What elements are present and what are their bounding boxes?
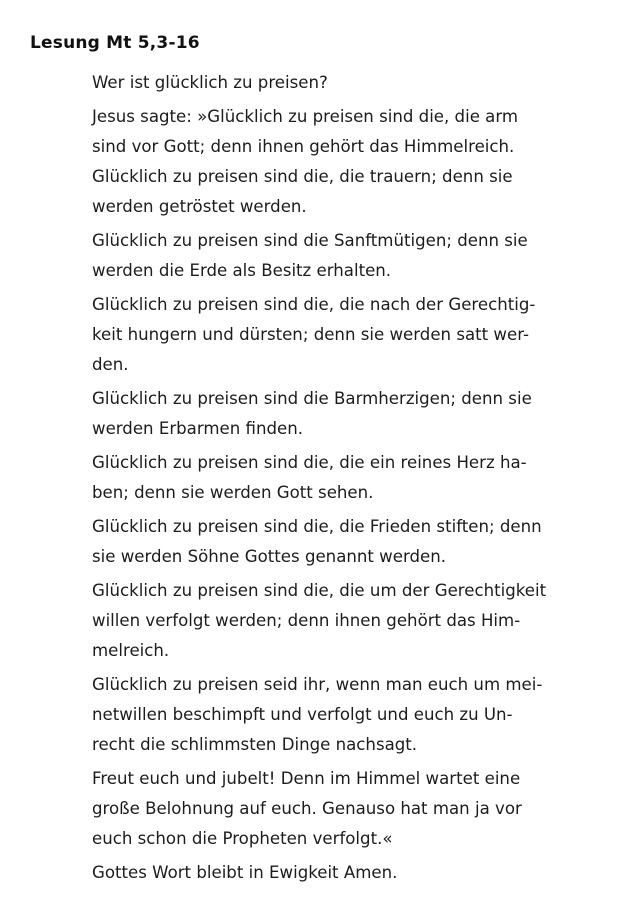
text-line: Glücklich zu preisen sind die, die trauern; denn sie [92,167,513,186]
text-line: euch schon die Propheten verfolgt.« [92,829,393,848]
text-line: Glücklich zu preisen sind die Barmherzigen; denn sie [92,389,532,408]
text-line: Glücklich zu preisen sind die, die Frieden stiften; denn [92,517,542,536]
paragraph [92,576,620,666]
text-line: Glücklich zu preisen sind die, die ein reines Herz ha- [92,453,527,472]
paragraph [92,384,620,444]
text-line: melreich. [92,641,170,660]
text-line: Glücklich zu preisen sind die, die nach der Gerechtig- [92,295,536,314]
text-line: Gottes Wort bleibt in Ewigkeit Amen. [92,863,398,882]
text-line: sie werden Söhne Gottes genannt werden. [92,547,447,566]
text-line: Jesus sagte: »Glücklich zu preisen sind die, die arm [92,107,519,126]
text-line: den. [92,355,129,374]
text-line: werden getröstet werden. [92,197,307,216]
text-line: Glücklich zu preisen seid ihr, wenn man euch um mei- [92,675,543,694]
paragraph [92,764,620,854]
text-line: Freut euch und jubelt! Denn im Himmel wartet eine [92,769,521,788]
text-line: Wer ist glücklich zu preisen? [92,73,328,92]
text-line: willen verfolgt werden; denn ihnen gehört das Him- [92,611,521,630]
paragraph [92,448,620,508]
paragraph [92,512,620,572]
text-line: große Belohnung auf euch. Genauso hat man ja vor [92,799,522,818]
paragraph [92,102,620,222]
text-line: Glücklich zu preisen sind die Sanftmütigen; denn sie [92,231,528,250]
text-line: werden Erbarmen finden. [92,419,304,438]
text-line: werden die Erde als Besitz erhalten. [92,261,392,280]
paragraph [92,226,620,286]
paragraph [92,68,620,98]
paragraph [92,290,620,380]
reading-heading: Lesung Mt 5,3-16 [30,33,200,53]
paragraph [92,670,620,760]
text-line: netwillen beschimpft und verfolgt und euch zu Un- [92,705,513,724]
text-line: keit hungern und dürsten; denn sie werden satt wer- [92,325,529,344]
text-line: recht die schlimmsten Dinge nachsagt. [92,735,418,754]
text-line: Glücklich zu preisen sind die, die um der Gerechtigkeit [92,581,547,600]
reading-text [92,68,620,892]
text-line: ben; denn sie werden Gott sehen. [92,483,374,502]
paragraph [92,858,620,888]
text-line: sind vor Gott; denn ihnen gehört das Himmelreich. [92,137,515,156]
